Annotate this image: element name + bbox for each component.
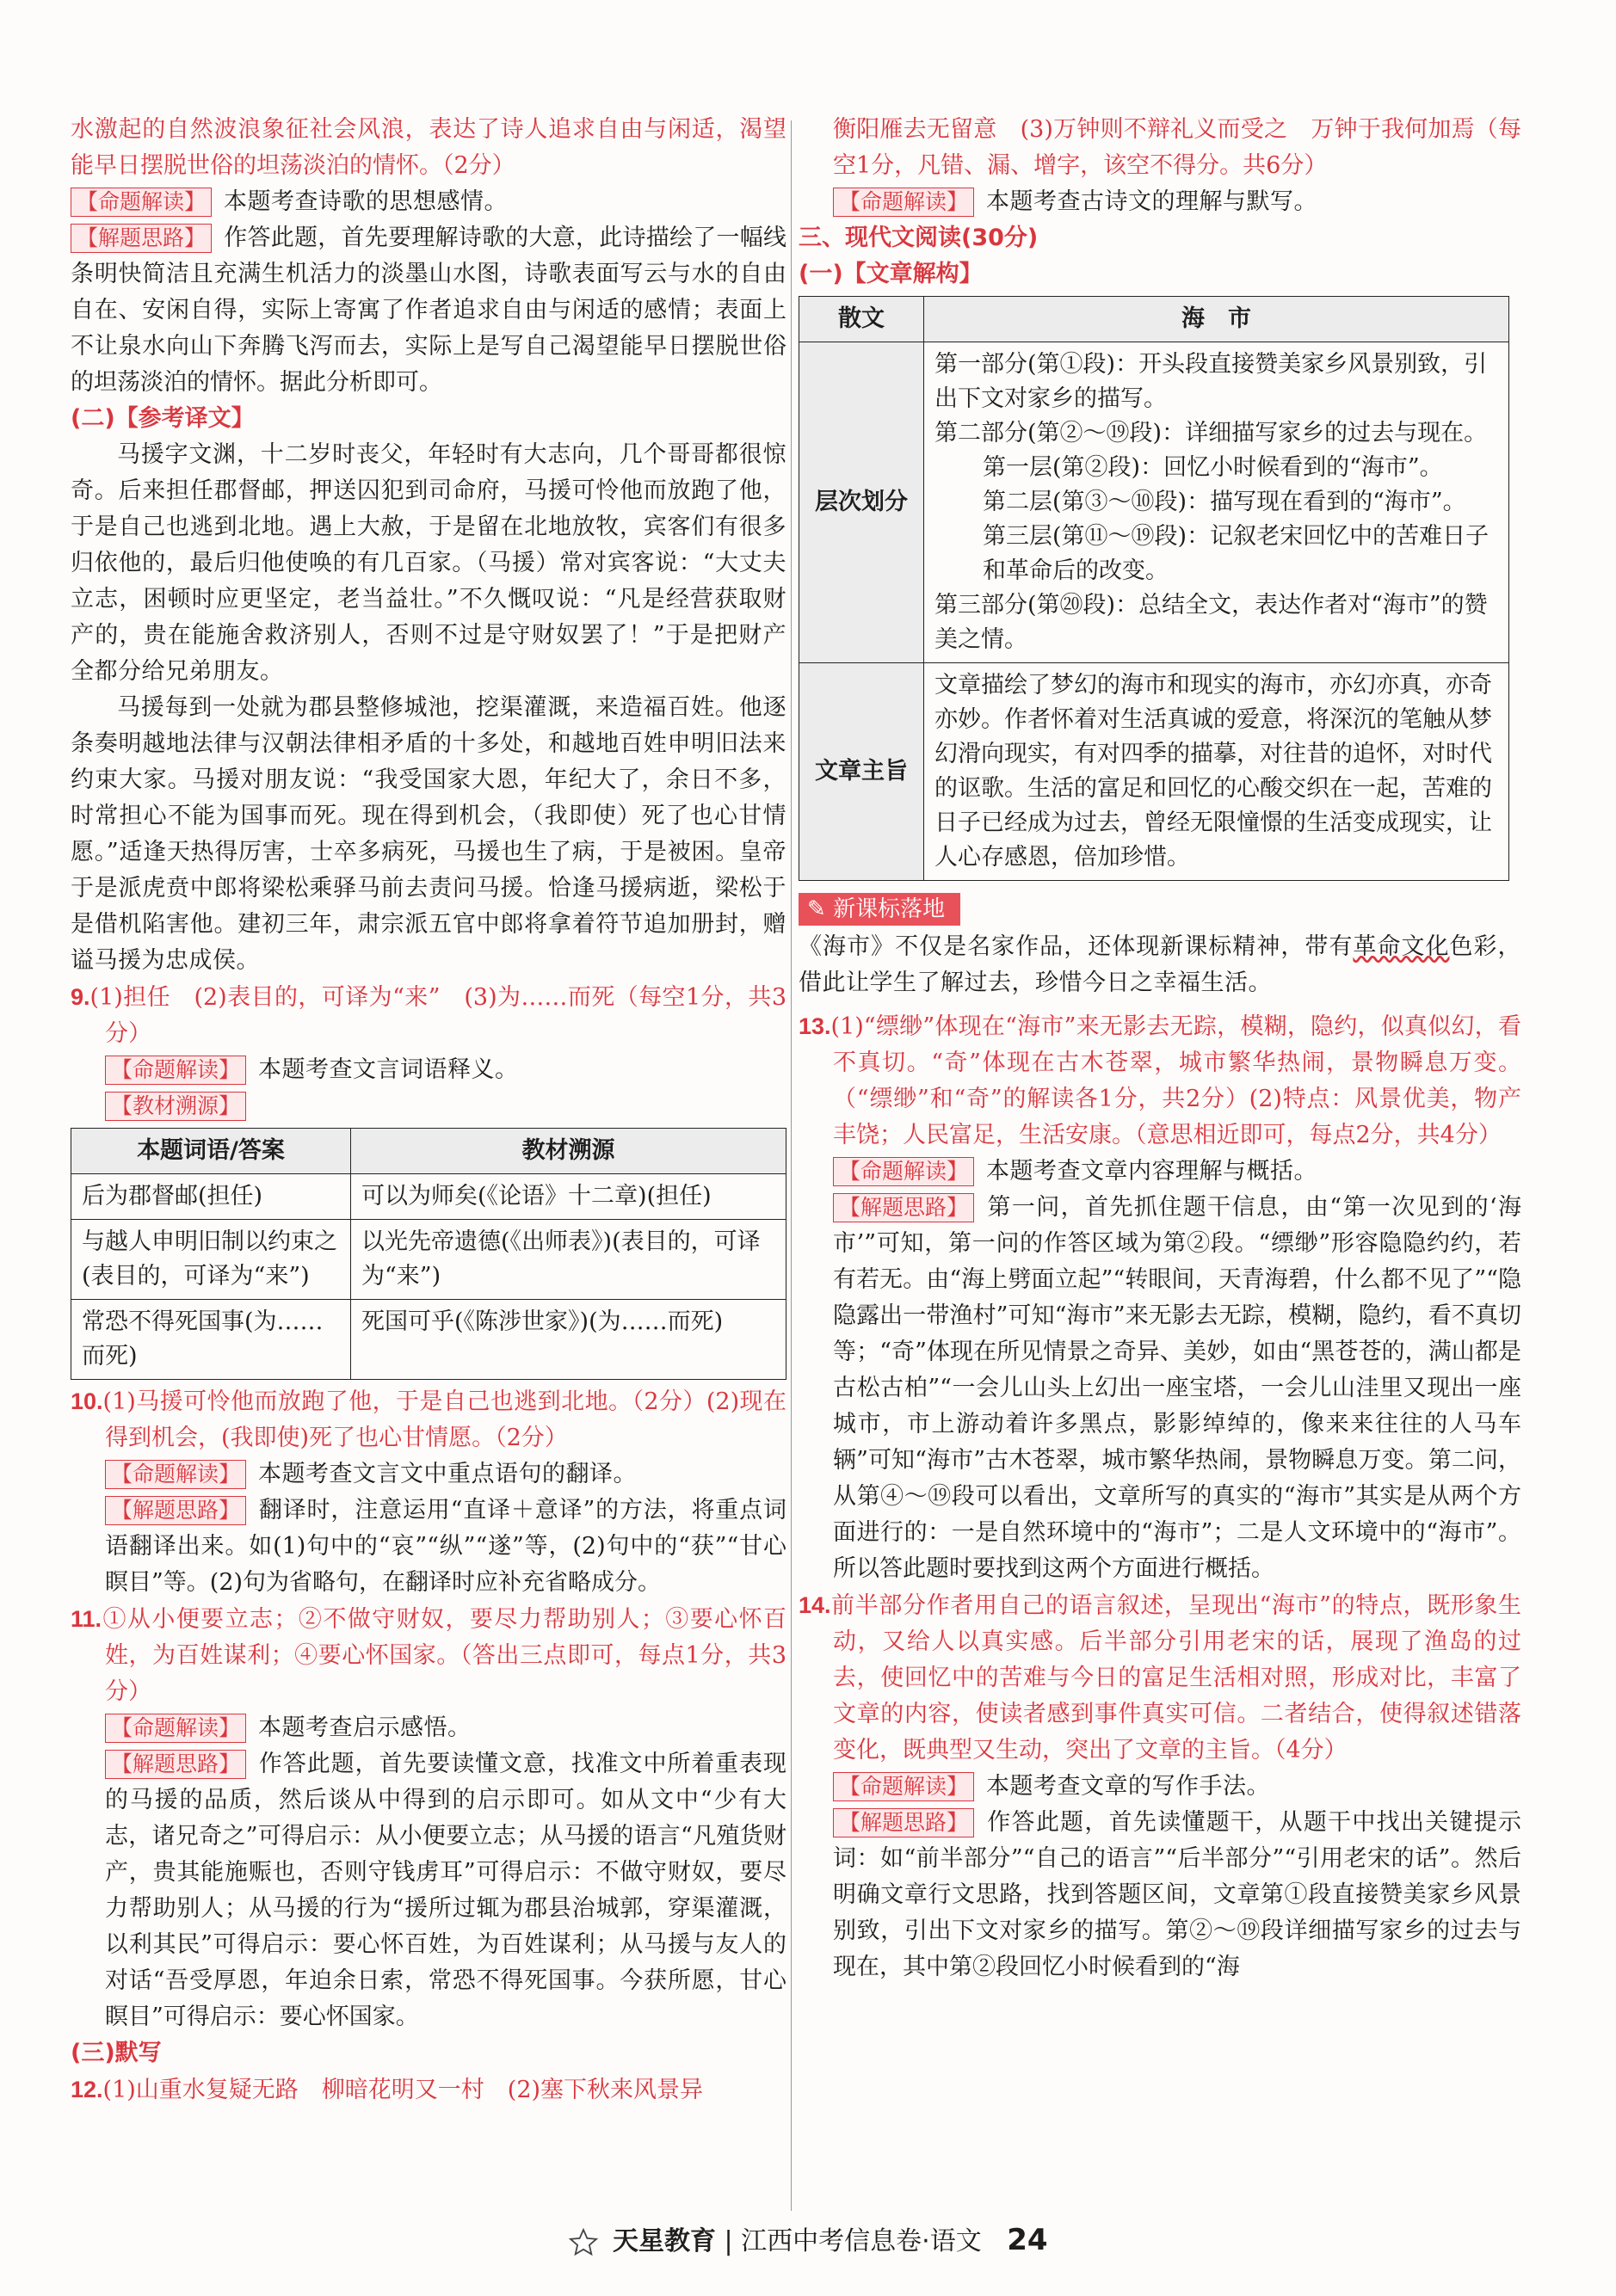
q11-thinking: 【解题思路】 作答此题，首先要读懂文意，找准文中所着重表现的马援的品质，然后谈从中得到的启示即可。如从文中“少有大志，诸兄奇之”可得启示：从小便要立志；从马援的语言“凡殖货财产，贵其能施赈也，否则守钱虏耳”可得启示：不做守财奴，要尽力帮助别人；从马援的行为“援所过辄为郡县治城郭，穿渠灌溉，以利其民”可得启示：要心怀百姓，为百姓谋利；从马援与友人的对话“吾受厚恩，年迫余日索，常恐不得死国事。今获所愿，甘心瞑目”可得启示：要心怀国家。 — [105, 1751, 786, 2030]
q9-answer: 9.(1)担任 (2)表目的，可译为“来” (3)为……而死（每空1分，共3分） — [71, 984, 786, 1047]
table-header: 本题词语/答案 — [71, 1129, 351, 1174]
q12-answer: 12.(1)山重水复疑无路 柳暗花明又一村 (2)塞下秋来风景异 — [71, 2077, 704, 2103]
q12-analysis: 【命题解读】 本题考查古诗文的理解与默写。 — [833, 184, 1521, 220]
section-translation-heading: (二)【参考译文】 — [71, 405, 255, 432]
section-dictation-heading: (三)默写 — [71, 2040, 162, 2066]
new-curriculum-text: 《海市》不仅是名家作品，还体现新课标精神，带有革命文化色彩，借此让学生了解过去，珍惜今日之幸福生活。 — [799, 933, 1522, 996]
left-column — [71, 112, 786, 2108]
table-header: 海 市 — [924, 297, 1509, 342]
q10-analysis: 【命题解读】 本题考查文言文中重点语句的翻译。 — [105, 1456, 786, 1493]
q10-answer: 10.(1)马援可怜他而放跑了他，于是自己也逃到北地。（2分）(2)现在得到机会，(我即使)死了也心甘情愿。（2分） — [71, 1388, 786, 1451]
table-header: 散文 — [799, 297, 924, 342]
page-number: 24 — [1007, 2223, 1048, 2257]
q8-analysis: 【命题解读】 本题考查诗歌的思想感情。 — [71, 184, 786, 220]
q14-analysis: 【命题解读】 本题考查文章的写作手法。 — [833, 1769, 1521, 1805]
brand-name: 天星教育 — [612, 2226, 716, 2256]
table-row: 后为郡督邮(担任) 可以为师矣(《论语》十二章)(担任) — [71, 1174, 786, 1220]
q9-analysis: 【命题解读】 本题考查文言词语释义。 — [105, 1052, 786, 1088]
right-column — [799, 112, 1521, 1985]
textbook-source-table — [71, 1128, 786, 1380]
brand-star-icon — [568, 2227, 599, 2258]
q9-source-heading: 【教材溯源】 — [105, 1088, 786, 1124]
article-structure-table — [799, 296, 1509, 881]
page-footer — [0, 2219, 1616, 2258]
mtjd-tag: 【命题解读】 — [71, 188, 212, 217]
q13-analysis: 【命题解读】 本题考查文章内容理解与概括。 — [833, 1154, 1521, 1190]
q8-thinking: 【解题思路】 作答此题，首先要理解诗歌的大意，此诗描绘了一幅线条明快简洁且充满生机活力的淡墨山水图，诗歌表面写云与水的自由自在、安闲自得，实际上寄寓了作者追求自由与闲适的感情；表面上不让泉水向山下奔腾飞泻而去，实际上是写自己渴望能早日摆脱世俗的坦荡淡泊的情怀。据此分析即可。 — [71, 225, 786, 396]
footer-separator: | — [724, 2226, 742, 2256]
new-curriculum-badge: ✎ 新课标落地 — [799, 893, 960, 926]
table-row: 层次划分 第一部分(第①段)：开头段直接赞美家乡风景别致，引出下文对家乡的描写。 第二部分(第②～⑲段)：详细描写家乡的过去与现在。 第一层(第②段)：回忆小时候看到的“海市”。 第二层(第③～⑩段)：描写现在看到的“海市”。 第三层(第⑪～⑲段)：记叙老宋回忆中的苦难日子和革命后的改变。 第三部分(第⑳段)：总结全文，表达作者对“海市”的赞美之情。 — [799, 342, 1509, 663]
section-modern-reading-heading: 三、现代文阅读(30分) — [799, 225, 1039, 251]
translation-paragraph-2: 马援每到一处就为郡县整修城池，挖渠灌溉，来造福百姓。他逐条奏明越地法律与汉朝法律相矛盾的十多处，和越地百姓申明旧法来约束大家。马援对朋友说：“我受国家大恩，年纪大了，余日不多，时常担心不能为国事而死。现在得到机会，（我即使）死了也心甘情愿。”适逢天热得厉害，士卒多病死，马援也生了病，于是被困。皇帝于是派虎贲中郎将梁松乘驿马前去责问马援。恰逢马援病逝，梁松于是借机陷害他。建初三年，肃宗派五官中郎将拿着符节追加册封，赠谥马援为忠成侯。 — [71, 694, 786, 974]
q8-answer-cont: 水激起的自然波浪象征社会风浪，表达了诗人追求自由与闲适，渴望能早日摆脱世俗的坦荡淡泊的情怀。（2分） — [71, 116, 786, 179]
q11-answer: 11.①从小便要立志；②不做守财奴，要尽力帮助别人；③要心怀百姓，为百姓谋利；④要心怀国家。（答出三点即可，每点1分，共3分） — [71, 1606, 786, 1705]
publication-title: 江西中考信息卷·语文 — [741, 2226, 982, 2256]
q14-answer: 14.前半部分作者用自己的语言叙述，呈现出“海市”的特点，既形象生动，又给人以真实感。后半部分引用老宋的话，展现了渔岛的过去，使回忆中的苦难与今日的富足生活相对照，形成对比，丰富了文章的内容，使读者感到事件真实可信。二者结合，使得叙述错落变化，既典型又生动，突出了文章的主旨。（4分） — [799, 1592, 1521, 1764]
q12-answer-cont: 衡阳雁去无留意 (3)万钟则不辩礼义而受之 万钟于我何加焉（每空1分，凡错、漏、增字，该空不得分。共6分） — [833, 116, 1521, 179]
jtsl-tag: 【解题思路】 — [71, 224, 212, 253]
table-header: 教材溯源 — [351, 1129, 786, 1174]
translation-paragraph-1: 马援字文渊，十二岁时丧父，年轻时有大志向，几个哥哥都很惊奇。后来担任郡督邮，押送囚犯到司命府，马援可怜他而放跑了他，于是自己也逃到北地。遇上大赦，于是留在北地放牧，宾客们有很多归依他的，最后归他使唤的有几百家。（马援）常对宾客说：“大丈夫立志，困顿时应更坚定，老当益壮。”不久慨叹说：“凡是经营获取财产的，贵在能施舍救济别人，否则不过是守财奴罢了！”于是把财产全都分给兄弟朋友。 — [71, 441, 786, 685]
q13-thinking: 【解题思路】 第一问，首先抓住题干信息，由“第一次见到的‘海市’”可知，第一问的作答区域为第②段。“缥缈”形容隐隐约约，若有若无。由“海上劈面立起”“转眼间，天青海碧，什么都不见了”“隐隐露出一带渔村”可知“海市”来无影去无踪，模糊，隐约，看不真切等；“奇”体现在所见情景之奇异、美妙，如由“黑苍苍的，满山都是古松古柏”“一会儿山头上幻出一座宝塔，一会儿山洼里又现出一座城市，市上游动着许多黑点，影影绰绰的，像来来往往的人马车辆”可知“海市”古木苍翠，城市繁华热闹，景物瞬息万变。第二问，从第④～⑲段可以看出，文章所写的真实的“海市”其实是从两个方面进行的：一是自然环境中的“海市”；二是人文环境中的“海市”。所以答此题时要找到这两个方面进行概括。 — [833, 1194, 1521, 1582]
table-row: 与越人申明旧制以约束之(表目的，可译为“来”) 以光先帝遗德(《出师表》)(表目的，可译为“来”) — [71, 1220, 786, 1300]
column-divider — [791, 120, 792, 2211]
table-row: 常恐不得死国事(为……而死) 死国可乎(《陈涉世家》)(为……而死) — [71, 1300, 786, 1380]
q11-analysis: 【命题解读】 本题考查启示感悟。 — [105, 1710, 786, 1746]
q10-thinking: 【解题思路】 翻译时，注意运用“直译＋意译”的方法，将重点词语翻译出来。如(1)句中的“哀”“纵”“遂”等，(2)句中的“获”“甘心瞑目”等。(2)句为省略句，在翻译时应补充省略成分。 — [105, 1497, 786, 1596]
q14-thinking: 【解题思路】 作答此题，首先读懂题干，从题干中找出关键提示词：如“前半部分”“自己的语言”“后半部分”“引用老宋的话”。然后明确文章行文思路，找到答题区间，文章第①段直接赞美家乡风景别致，引出下文对家乡的描写。第②～⑲段详细描写家乡的过去与现在，其中第②段回忆小时候看到的“海 — [833, 1809, 1521, 1980]
section-structure-heading: (一)【文章解构】 — [799, 261, 983, 287]
q13-answer: 13.(1)“缥缈”体现在“海市”来无影去无踪，模糊，隐约，似真似幻，看不真切。“奇”体现在古木苍翠，城市繁华热闹，景物瞬息万变。（“缥缈”和“奇”的解读各1分，共2分）(2)特点：风景优美，物产丰饶；人民富足，生活安康。（意思相近即可，每点2分，共4分） — [799, 1013, 1521, 1148]
table-row: 文章主旨 文章描绘了梦幻的海市和现实的海市，亦幻亦真，亦奇亦妙。作者怀着对生活真诚的爱意，将深沉的笔触从梦幻滑向现实，有对四季的描摹，对往昔的追怀，对时代的讴歌。生活的富足和回忆的心酸交织在一起，苦难的日子已经成为过去，曾经无限憧憬的生活变成现实，让人心存感恩，倍加珍惜。 — [799, 663, 1509, 881]
